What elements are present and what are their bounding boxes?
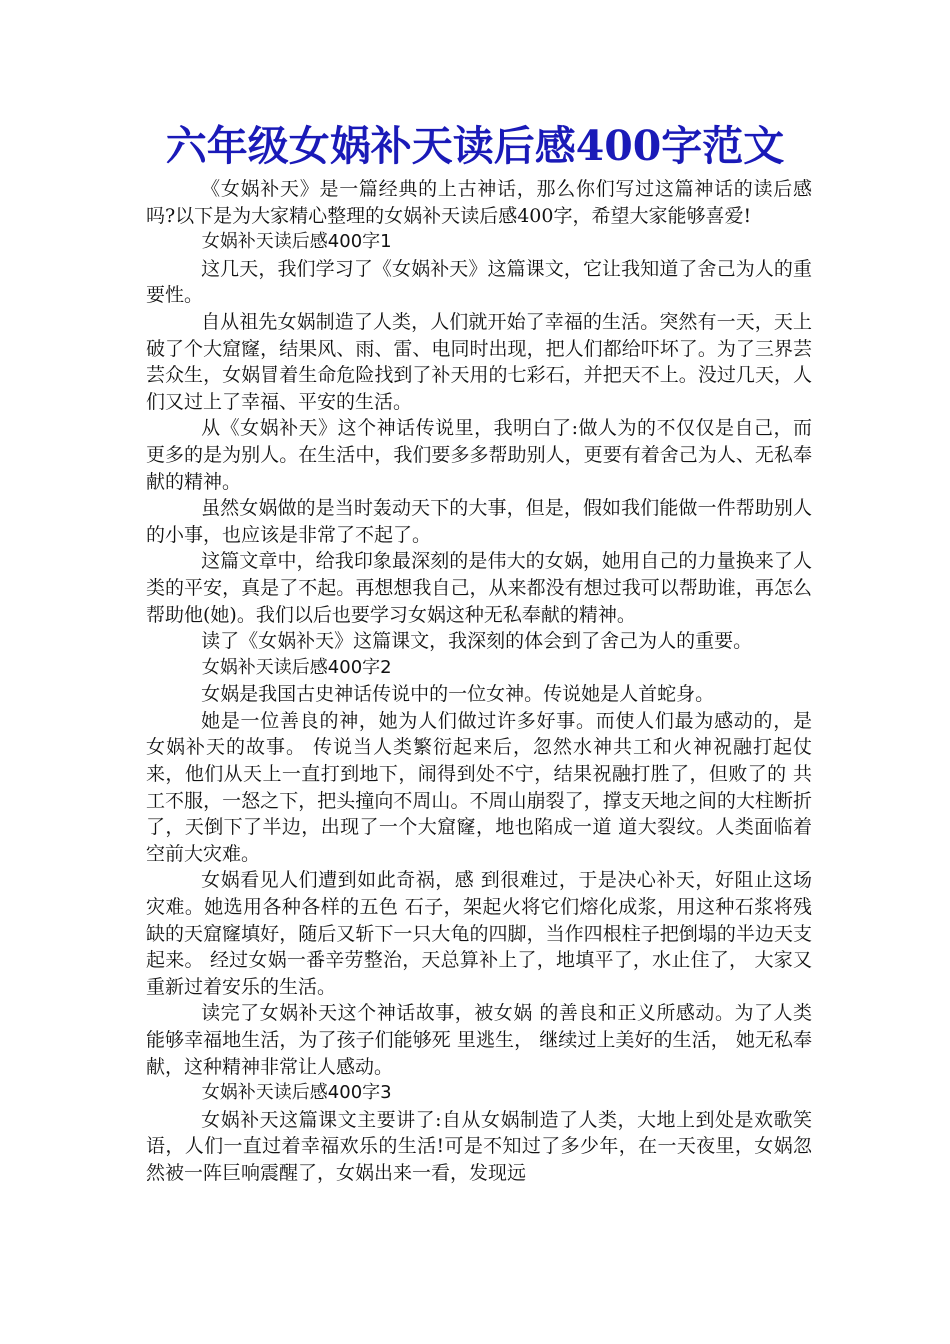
paragraph: 她是一位善良的神，她为人们做过许多好事。而使人们最为感动的，是 女娲补天的故事。 传说当人类繁衍起来后，忽然水神共工和火神祝融打起仗来，他们从天上一直打到地下，闹得到处不宁，结果祝融打胜了，但败了的 共工不服，一怒之下，把头撞向不周山。不周山崩裂了，撑支天地之间的大柱断折了，天倒下了半边，出现了一个大窟窿，地也陷成一道 道大裂纹。人类面临着空前大灾难。: [146, 709, 812, 865]
section-heading-3: 女娲补天读后感400字3: [201, 1082, 392, 1104]
paragraph: 女娲是我国古史神话传说中的一位女神。传说她是人首蛇身。: [201, 683, 715, 706]
section-heading-1: 女娲补天读后感400字1: [201, 231, 392, 253]
section-heading-2: 女娲补天读后感400字2: [201, 656, 392, 678]
paragraph: 这几天，我们学习了《女娲补天》这篇课文，它让我知道了舍己为人的重要性。: [146, 257, 812, 307]
paragraph: 读完了女娲补天这个神话故事，被女娲 的善良和正义所感动。为了人类能够幸福地生活，为了孩子们能够死 里逃生， 继续过上美好的生活， 她无私奉献，这种精神非常让人感动。: [146, 1002, 812, 1078]
paragraph: 女娲补天这篇课文主要讲了:自从女娲制造了人类，大地上到处是欢歌笑语，人们一直过着幸福欢乐的生活!可是不知过了多少年，在一天夜里，女娲忽然被一阵巨响震醒了，女娲出来一看，发现远: [146, 1108, 812, 1184]
document-body: [146, 176, 812, 1187]
document-title: 六年级女娲补天读后感400字范文: [165, 122, 785, 170]
paragraph: 这篇文章中，给我印象最深刻的是伟大的女娲，她用自己的力量换来了人类的平安，真是了不起。再想想我自己，从来都没有想过我可以帮助谁，再怎么帮助他(她)。我们以后也要学习女娲这种无私奉献的精神。: [146, 550, 812, 626]
paragraph: 从《女娲补天》这个神话传说里，我明白了:做人为的不仅仅是自己，而更多的是为别人。在生活中，我们要多多帮助别人，更要有着舍己为人、无私奉献的精神。: [146, 417, 812, 493]
paragraph: 读了《女娲补天》这篇课文，我深刻的体会到了舍己为人的重要。: [201, 630, 753, 653]
paragraph-intro: 《女娲补天》是一篇经典的上古神话，那么你们写过这篇神话的读后感吗?以下是为大家精心整理的女娲补天读后感400字，希望大家能够喜爱!: [146, 178, 812, 227]
paragraph: 虽然女娲做的是当时轰动天下的大事，但是，假如我们能做一件帮助别人的小事，也应该是非常了不起了。: [146, 497, 812, 546]
paragraph: 自从祖先女娲制造了人类，人们就开始了幸福的生活。突然有一天，天上破了个大窟窿，结果风、雨、雷、电同时出现，把人们都给吓坏了。为了三界芸芸众生，女娲冒着生命危险找到了补天用的七彩石，并把天不上。没过几天，人们又过上了幸福、平安的生活。: [146, 310, 812, 413]
paragraph: 女娲看见人们遭到如此奇祸，感 到很难过，于是决心补天，好阻止这场灾难。她选用各种各样的五色 石子，架起火将它们熔化成浆，用这种石浆将残缺的天窟窿填好，随后又斩下一只大龟的四脚，当作四根柱子把倒塌的半边天支起来。 经过女娲一番辛劳整治，天总算补上了，地填平了，水止住了， 大家又重新过着安乐的生活。: [146, 869, 812, 998]
